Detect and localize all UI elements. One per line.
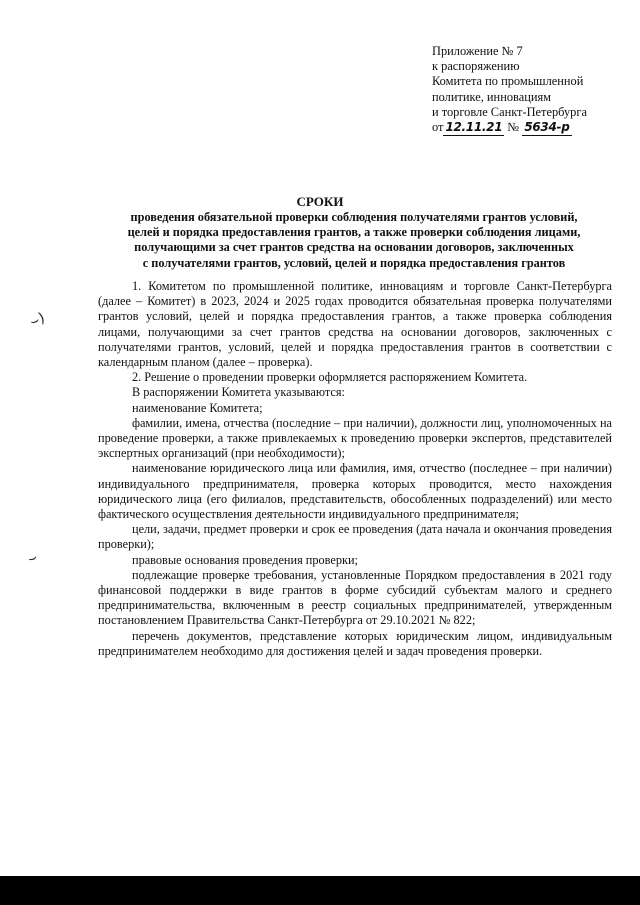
paragraph-1: 1. Комитетом по промышленной политике, инновациям и торговле Санкт-Петербурга (далее – Комитет) в 2023, 2024 и 2025 годах проводится обязательная проверка получателями грантов условий, целей и порядка предоставления грантов, а также проверка соблюдения лицами, получающими за счет грантов средства на основании договоров, заключенных с получателями грантов, условий, целей и порядка предоставления грантов в соответствии с календарным планом (далее – проверка). [98, 279, 612, 370]
subtitle-line: получающими за счет грантов средства на основании договоров, заключенных [134, 240, 574, 255]
document-title: СРОКИ [296, 194, 344, 209]
appendix-number: Приложение № 7 [432, 44, 523, 58]
appendix-header [432, 44, 632, 136]
document-body [98, 279, 612, 659]
item-inspectors: фамилии, имена, отчества (последние – при наличии), должности лиц, уполномоченных на проведение проверки, а также привлекаемых к проведению проверки экспертов, представителей экспертных организаций (при необходимости); [98, 415, 612, 461]
appendix-line-trade: и торговле Санкт-Петербурга [432, 104, 587, 119]
paragraph-2: 2. Решение о проведении проверки оформляется распоряжением Комитета. [132, 370, 528, 385]
document-subtitle [96, 210, 612, 271]
item-committee-name: наименование Комитета; [132, 400, 263, 415]
scan-mark-upper: ⌣) [27, 309, 47, 331]
subtitle-line: целей и порядка предоставления грантов, а также проверки соблюдения лицами, [127, 225, 581, 240]
item-goals-dates: цели, задачи, предмет проверки и срок ее проведения (дата начала и окончания проведения проверки); [98, 522, 612, 552]
item-legal-basis: правовые основания проведения проверки; [132, 552, 358, 567]
order-date: 12.11.21 [443, 120, 504, 136]
subtitle-line: с получателями грантов, условий, целей и порядка предоставления грантов [142, 255, 566, 270]
subtitle-line: проведения обязательной проверки соблюдения получателями грантов условий, [130, 210, 578, 224]
item-requirements: подлежащие проверке требования, установленные Порядком предоставления в 2021 году финансовой поддержки в виде грантов в форме субсидий субъектам малого и среднего предпринимательства, включенным в реестр социальных предпринимателей, утвержденным постановлением Правительства Санкт-Петербурга от 29.10.2021 № 822; [98, 567, 612, 628]
paragraph-order-contents: В распоряжении Комитета указываются: [132, 385, 345, 400]
number-label: № [507, 120, 520, 135]
scan-mark-lower: ⌣ [25, 548, 40, 568]
from-label: от [432, 120, 444, 135]
order-date-number-line [432, 120, 632, 136]
scan-bottom-edge [0, 876, 640, 905]
item-inspected-entity: наименование юридического лица или фамилия, имя, отчество (последнее – при наличии) индивидуального предпринимателя, проверка которых проводится, место нахождения юридического лица (его филиалов, представительств, обособленных подразделений) или место фактического осуществления деятельности индивидуального предпринимателя; [98, 461, 612, 522]
appendix-line-order: к распоряжению [432, 59, 520, 74]
appendix-line-policy: политике, инновациям [432, 89, 552, 104]
appendix-line-committee: Комитета по промышленной [432, 74, 584, 89]
item-documents-list: перечень документов, представление которых юридическим лицом, индивидуальным предпринимателем необходимо для достижения целей и задач проведения проверки. [98, 628, 612, 658]
order-number: 5634-р [522, 120, 571, 136]
